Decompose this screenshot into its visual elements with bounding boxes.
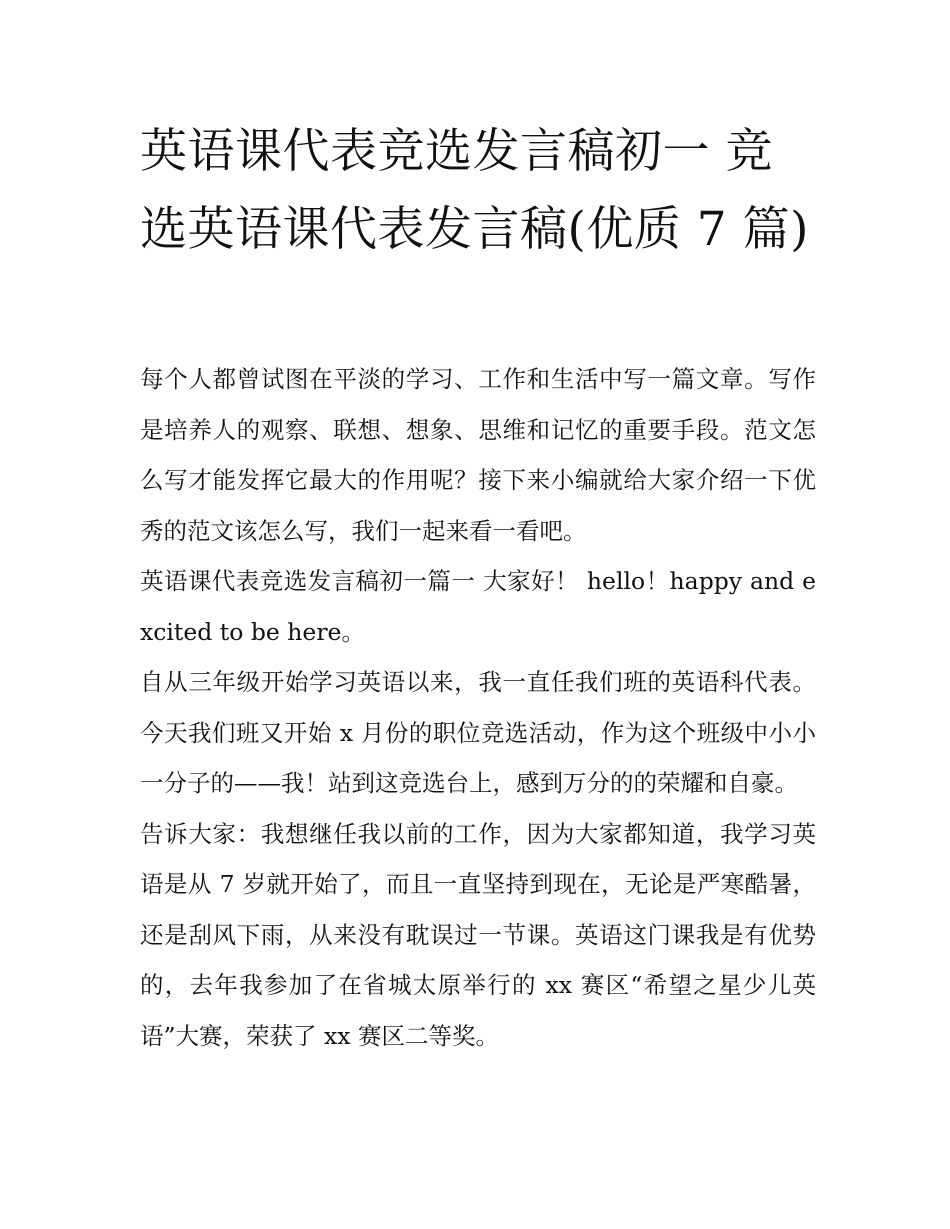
document-body [140,354,816,1061]
document-title: 英语课代表竞选发言稿初一 竞选英语课代表发言稿(优质 7 篇) [140,124,809,257]
intro-paragraph: 每个人都曾试图在平淡的学习、工作和生活中写一篇文章。写作是培养人的观察、联想、想象、思维和记忆的重要手段。范文怎么写才能发挥它最大的作用呢？接下来小编就给大家介绍一下优秀的范文该怎么写，我们一起来看一看吧。 [140,365,816,545]
speech-background-paragraph: 自从三年级开始学习英语以来，我一直任我们班的英语科代表。今天我们班又开始 x 月份的职位竞选活动，作为这个班级中小小一分子的——我！站到这竞选台上，感到万分的的荣耀和自豪。 [140,668,816,797]
speech-experience-paragraph: 告诉大家：我想继任我以前的工作，因为大家都知道，我学习英语是从 7 岁就开始了，而且一直坚持到现在，无论是严寒酷暑，还是刮风下雨，从来没有耽误过一节课。英语这门课我是有优势的，去年我参加了在省城太原举行的 xx 赛区“希望之星少儿英语”大赛，荣获了 xx 赛区二等奖。 [140,819,816,1050]
speech-greeting-paragraph: 英语课代表竞选发言稿初一篇一 大家好！ hello！happy and excited to be here。 [140,567,816,646]
